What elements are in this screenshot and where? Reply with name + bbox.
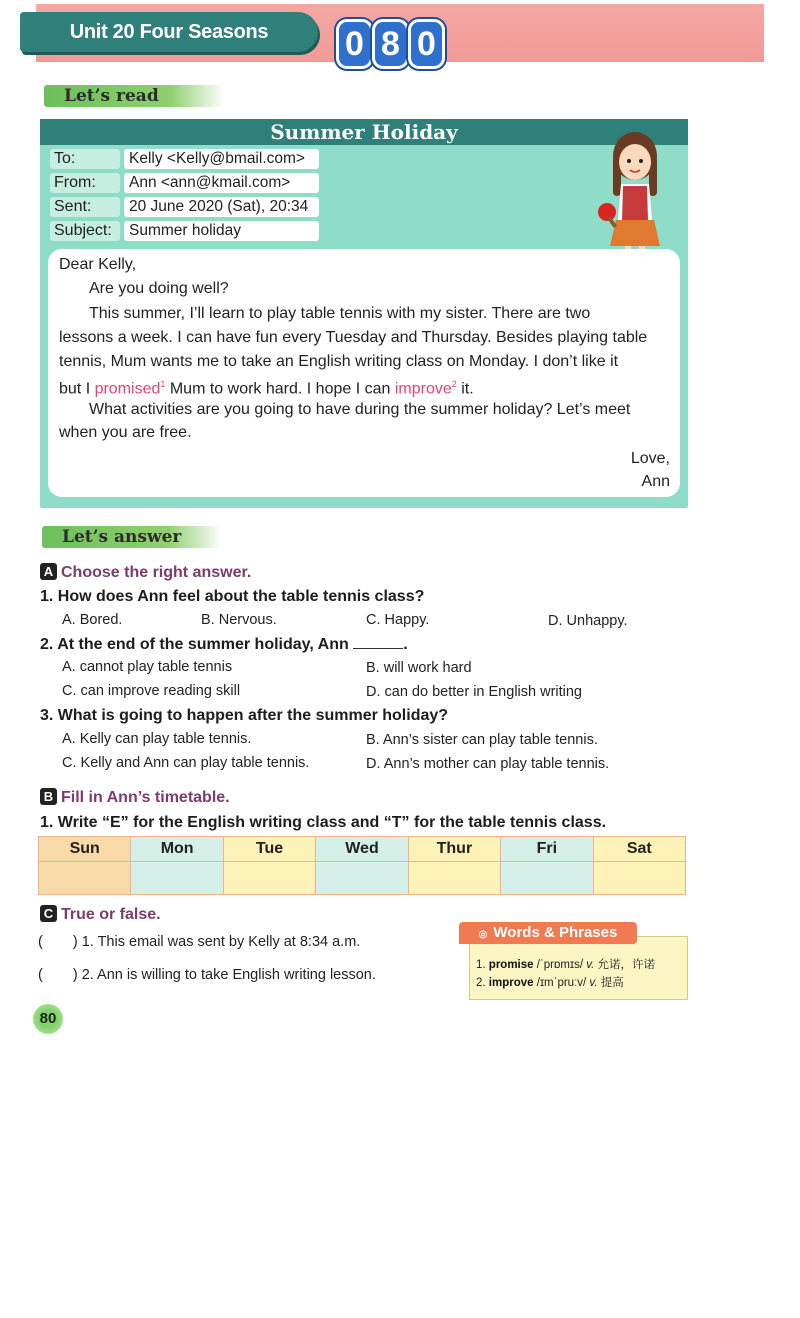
unit-title: Unit 20 Four Seasons: [69, 21, 269, 43]
letter-line: Are you doing well?: [89, 280, 229, 297]
answer-option[interactable]: D. Unhappy.: [548, 613, 628, 629]
answer-paren-open[interactable]: (: [38, 967, 43, 983]
true-false-item: [38, 967, 376, 983]
vocab-pos: v.: [589, 977, 598, 989]
timetable-cell-thur[interactable]: [408, 862, 500, 895]
words-phrases-title-text: Words & Phrases: [493, 924, 618, 941]
vocab-phonetic: /ɪmˈpruːv/: [536, 977, 587, 989]
lesson-digit: 0: [336, 19, 373, 69]
day-header-thur: Thur: [408, 837, 500, 862]
email-field-value: Summer holiday: [124, 221, 319, 241]
day-header-mon: Mon: [131, 837, 223, 862]
vocab-entry: [476, 974, 624, 990]
footnote-mark: 1: [160, 379, 166, 389]
timetable: [38, 836, 686, 895]
letter-line: when you are free.: [59, 424, 192, 441]
email-field-label: From:: [50, 173, 120, 193]
timetable-cell-sun[interactable]: [39, 862, 131, 895]
answer-option[interactable]: A. Kelly can play table tennis.: [62, 731, 252, 747]
timetable-cell-mon[interactable]: [131, 862, 223, 895]
lesson-digit: 0: [408, 19, 445, 69]
question: [40, 636, 408, 654]
email-field-label: Sent:: [50, 197, 120, 217]
letter-text: it.: [456, 380, 474, 398]
answer-paren-close[interactable]: ): [72, 967, 78, 983]
answer-option[interactable]: D. can do better in English writing: [366, 684, 582, 700]
question: 1. How does Ann feel about the table tennis class?: [40, 588, 425, 605]
letter-line: This summer, I’ll learn to play table tennis with my sister. There are two: [89, 305, 591, 322]
email-field-label: Subject:: [50, 221, 120, 241]
vocab-word: promise: [488, 959, 534, 971]
part-badge: A: [40, 563, 57, 580]
vocab-phonetic: /ˈprɒmɪs/: [536, 959, 584, 971]
answer-paren-open[interactable]: (: [38, 934, 43, 950]
answer-option[interactable]: C. can improve reading skill: [62, 683, 241, 699]
section-label-answer: Let’s answer: [42, 526, 222, 548]
timetable-instruction: 1. Write “E” for the English writing class and “T” for the table tennis class.: [40, 814, 607, 831]
true-false-item: [38, 934, 360, 950]
day-header-wed: Wed: [316, 837, 408, 862]
timetable-cell-wed[interactable]: [316, 862, 408, 895]
part-b-heading: [40, 788, 230, 807]
letter-line: lessons a week. I can have fun every Tuesday and Thursday. Besides playing table: [59, 329, 648, 346]
day-header-sat: Sat: [593, 837, 685, 862]
part-title: True or false.: [61, 906, 161, 923]
section-label-read: Let’s read: [44, 85, 224, 107]
part-a-heading: [40, 563, 251, 582]
vocab-num: 2.: [476, 977, 486, 989]
letter-line: What activities are you going to have during the summer holiday? Let’s meet: [89, 401, 631, 418]
part-title: Choose the right answer.: [61, 564, 252, 581]
vocab-word-improve: improve: [394, 380, 452, 398]
lesson-digit: 8: [372, 19, 409, 69]
answer-option[interactable]: C. Happy.: [366, 612, 430, 628]
answer-paren-close[interactable]: ): [72, 934, 78, 950]
answer-blank[interactable]: [353, 636, 403, 649]
letter-signature: Ann: [641, 473, 670, 490]
letter-line: [59, 373, 474, 401]
day-header-sun: Sun: [39, 837, 131, 862]
vocab-word: improve: [488, 977, 534, 989]
part-c-heading: [40, 905, 161, 924]
question: 3. What is going to happen after the summer holiday?: [40, 707, 449, 724]
answer-option[interactable]: B. Nervous.: [201, 612, 277, 628]
timetable-cell-tue[interactable]: [223, 862, 315, 895]
answer-option[interactable]: B. will work hard: [366, 660, 472, 676]
letter-text: Mum to work hard. I hope I can: [165, 380, 395, 398]
letter-line: tennis, Mum wants me to take an English writing class on Monday. I don’t like it: [59, 353, 619, 370]
statement-text: 1. This email was sent by Kelly at 8:34 a.m.: [81, 934, 361, 950]
day-header-tue: Tue: [223, 837, 315, 862]
day-header-fri: Fri: [501, 837, 593, 862]
vocab-num: 1.: [476, 959, 486, 971]
answer-option[interactable]: B. Ann’s sister can play table tennis.: [366, 732, 598, 748]
answer-option[interactable]: A. cannot play table tennis: [62, 659, 233, 675]
letter-text: but I: [59, 380, 95, 398]
email-field-value: Ann <ann@kmail.com>: [124, 173, 319, 193]
answer-option[interactable]: C. Kelly and Ann can play table tennis.: [62, 755, 310, 771]
vocab-entry: [476, 956, 655, 972]
email-field-label: To:: [50, 149, 120, 169]
statement-text: 2. Ann is willing to take English writing lesson.: [81, 967, 376, 983]
bullet-icon: ◎: [478, 929, 488, 940]
answer-option[interactable]: A. Bored.: [62, 612, 123, 628]
timetable-cell-fri[interactable]: [501, 862, 593, 895]
answer-option[interactable]: D. Ann’s mother can play table tennis.: [366, 756, 610, 772]
letter-greeting: Dear Kelly,: [59, 256, 137, 273]
letter-closing: Love,: [630, 450, 670, 467]
email-title: Summer Holiday: [270, 120, 458, 144]
vocab-meaning: 允诺，许诺: [597, 957, 656, 971]
vocab-word-promised: promised: [94, 380, 161, 398]
email-field-value: Kelly <Kelly@bmail.com>: [124, 149, 319, 169]
email-field-value: 20 June 2020 (Sat), 20:34: [124, 197, 319, 217]
question-end: .: [403, 636, 408, 653]
part-badge: C: [40, 905, 57, 922]
vocab-meaning: 提高: [600, 975, 624, 989]
part-title: Fill in Ann’s timetable.: [61, 789, 230, 806]
part-badge: B: [40, 788, 57, 805]
vocab-pos: v.: [586, 959, 595, 971]
footnote-mark: 2: [451, 379, 457, 389]
words-phrases-title: [459, 922, 637, 944]
question-text: 2. At the end of the summer holiday, Ann: [40, 636, 349, 653]
timetable-cell-sat[interactable]: [593, 862, 685, 895]
page-number: 80: [33, 1004, 63, 1034]
